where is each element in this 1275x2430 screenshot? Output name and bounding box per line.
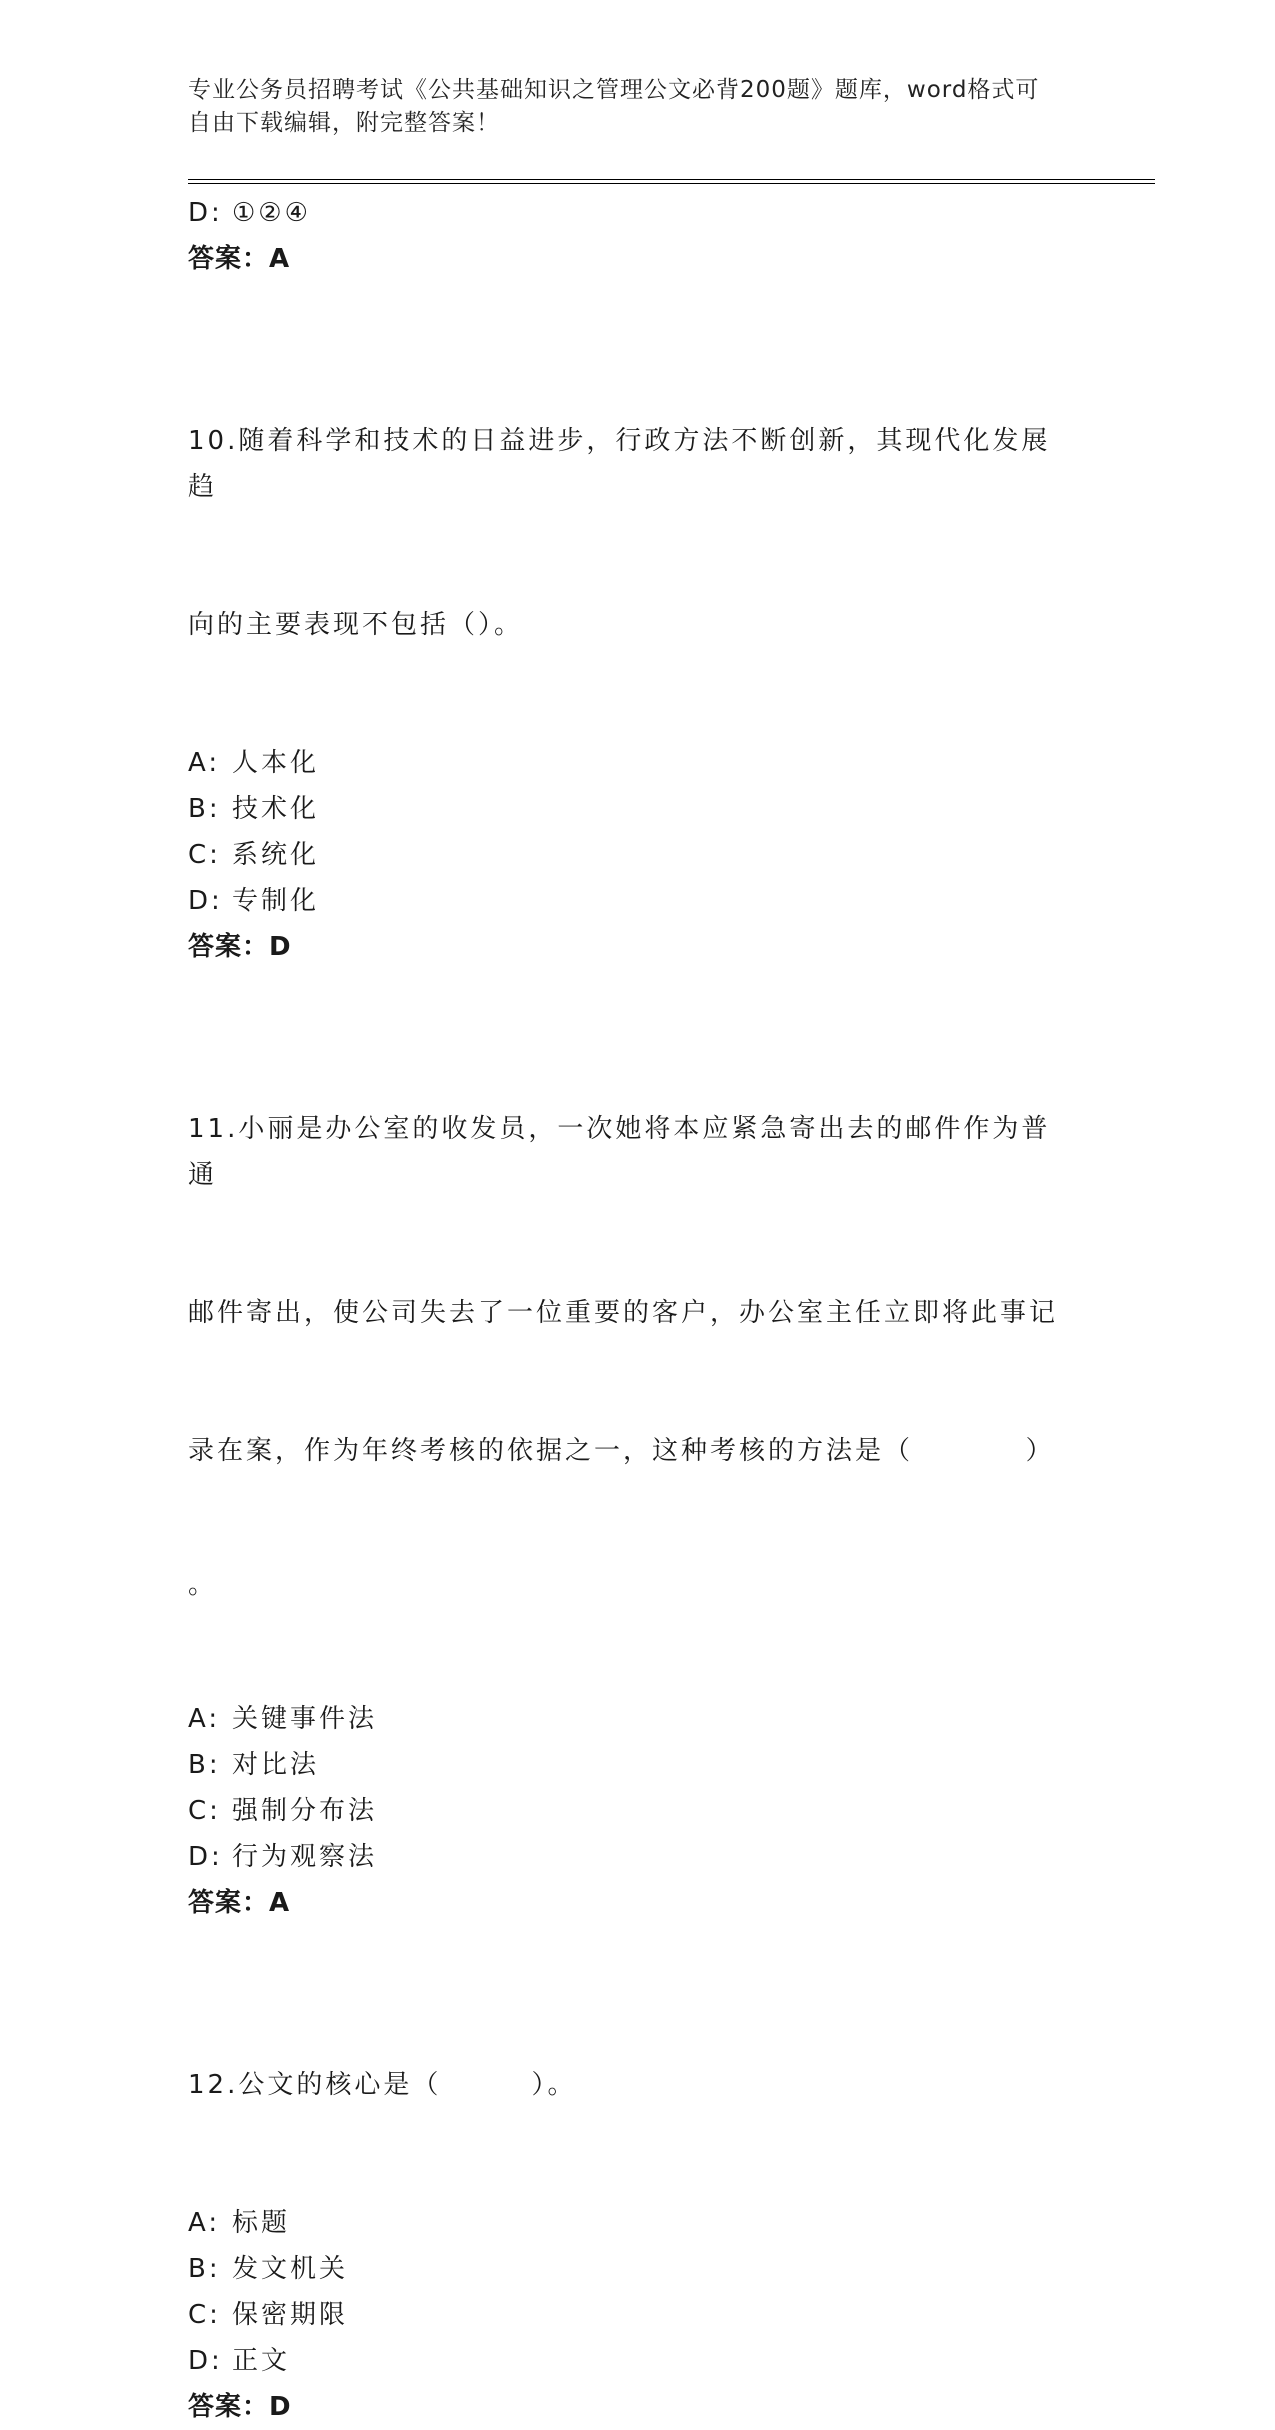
option-letter: A: [188, 2208, 221, 2238]
option-letter: D: [188, 2346, 223, 2376]
option-text: 标题 [232, 2208, 291, 2238]
answer-line: 答案：A [188, 1888, 291, 1918]
question-stem [188, 1014, 1078, 1696]
option-letter: A: [188, 1704, 221, 1734]
option-letter: B: [188, 2254, 221, 2284]
question-11 [188, 1014, 1088, 1926]
option-letter: B: [188, 794, 221, 824]
option-b [188, 786, 1088, 832]
option-text: 技术化 [232, 794, 320, 824]
spacer [188, 282, 1088, 326]
option-text: 关键事件法 [232, 1704, 378, 1734]
stem-line: 10.随着科学和技术的日益进步，行政方法不断创新，其现代化发展趋 [188, 426, 1051, 502]
answer-line: 答案：D [188, 2392, 292, 2422]
stem-line: 向的主要表现不包括（）。 [188, 610, 524, 640]
stem-line: 。 [188, 1570, 218, 1600]
option-b [188, 2246, 1088, 2292]
option-text: 行为观察法 [232, 1842, 378, 1872]
stem-line: 11.小丽是办公室的收发员，一次她将本应紧急寄出去的邮件作为普通 [188, 1114, 1051, 1190]
option-letter: C: [188, 840, 221, 870]
question-12 [188, 1970, 1088, 2430]
option-d [188, 190, 1088, 236]
option-text: ①②④ [232, 198, 311, 228]
option-letter: A: [188, 748, 221, 778]
spacer [188, 1926, 1088, 1970]
option-a [188, 1696, 1088, 1742]
option-letter: D: [188, 198, 223, 228]
option-text: 专制化 [232, 886, 320, 916]
option-text: 强制分布法 [232, 1796, 378, 1826]
document-header [188, 74, 1068, 140]
option-letter: C: [188, 2300, 221, 2330]
option-text: 系统化 [232, 840, 320, 870]
option-c [188, 1788, 1088, 1834]
stem-line: 录在案，作为年终考核的依据之一，这种考核的方法是（ ） [188, 1436, 1055, 1466]
option-letter: C: [188, 1796, 221, 1826]
option-text: 对比法 [232, 1750, 320, 1780]
option-text: 人本化 [232, 748, 320, 778]
option-d [188, 1834, 1088, 1880]
header-divider [188, 179, 1155, 184]
option-a [188, 2200, 1088, 2246]
question-10 [188, 326, 1088, 970]
header-line-2: 自由下载编辑，附完整答案！ [188, 110, 500, 136]
option-text: 正文 [232, 2346, 291, 2376]
question-9-tail [188, 190, 1088, 282]
option-text: 保密期限 [232, 2300, 349, 2330]
stem-line: 12.公文的核心是（ ）。 [188, 2070, 577, 2100]
option-d [188, 2338, 1088, 2384]
option-letter: D: [188, 886, 223, 916]
document-body [188, 190, 1088, 2430]
option-letter: D: [188, 1842, 223, 1872]
option-a [188, 740, 1088, 786]
question-stem [188, 1970, 1078, 2200]
stem-line: 邮件寄出，使公司失去了一位重要的客户，办公室主任立即将此事记 [188, 1298, 1059, 1328]
option-c [188, 832, 1088, 878]
header-line-1: 专业公务员招聘考试《公共基础知识之管理公文必背200题》题库，word格式可 [188, 77, 1040, 103]
answer-line: 答案：A [188, 244, 291, 274]
option-b [188, 1742, 1088, 1788]
spacer [188, 970, 1088, 1014]
option-d [188, 878, 1088, 924]
question-stem [188, 326, 1078, 740]
option-text: 发文机关 [232, 2254, 349, 2284]
option-letter: B: [188, 1750, 221, 1780]
option-c [188, 2292, 1088, 2338]
answer-line: 答案：D [188, 932, 292, 962]
